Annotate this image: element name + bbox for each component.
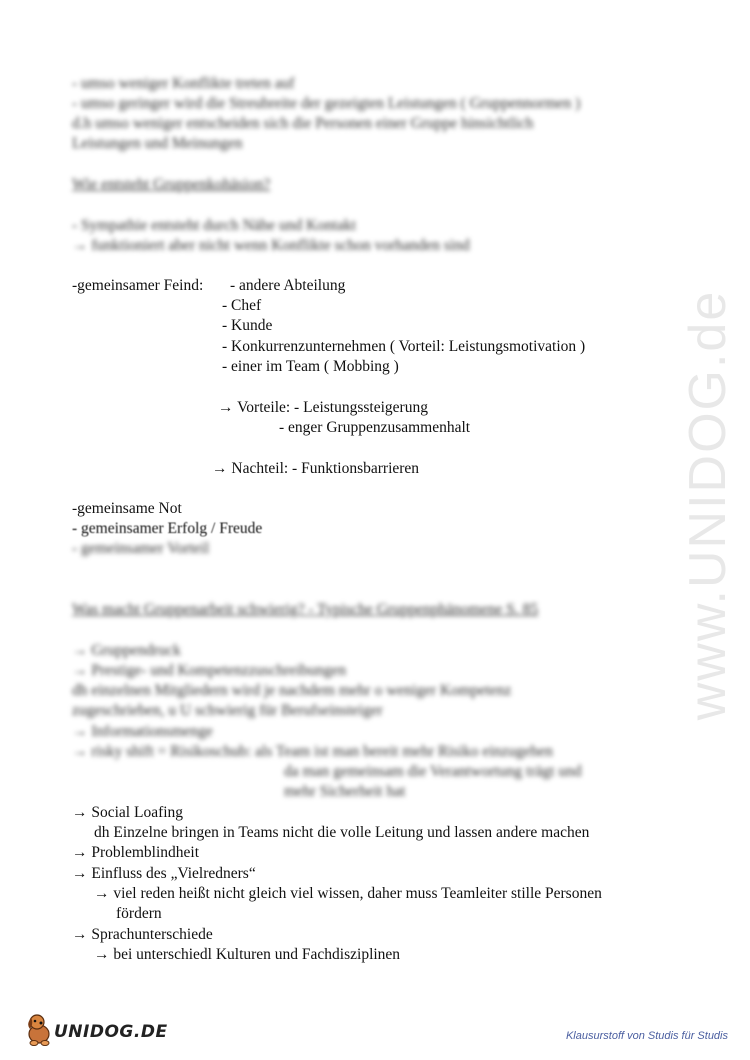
- feind-item: - Kunde: [222, 317, 273, 334]
- feind-item: - Konkurrenzunternehmen ( Vorteil: Leistungsmotivation ): [222, 338, 586, 355]
- blur-line: da man gemeinsam die Verantwortung trägt und: [284, 763, 582, 780]
- blur-line: → funktioniert aber nicht wenn Konflikte schon vorhanden sind: [72, 237, 470, 254]
- watermark: www.UNIDOG.de: [679, 289, 737, 721]
- blur-line: - gemeinsamer Vorteil: [72, 540, 210, 557]
- vorteile-line-2: - enger Gruppenzusammenhalt: [279, 419, 471, 436]
- blur-heading: Wie entsteht Gruppenkohäsion?: [72, 176, 271, 193]
- vorteile-line: → Vorteile: - Leistungssteigerung: [218, 399, 428, 416]
- blur-line: → risky shift = Risikoschub: als Team ist man bereit mehr Risiko einzugehen: [72, 743, 553, 760]
- problemblindheit: → Problemblindheit: [72, 844, 200, 861]
- blur-line: → Prestige- und Kompetenzzuschreibungen: [72, 662, 347, 679]
- vielredner: → Einfluss des „Vielredners“: [72, 865, 256, 882]
- blur-heading: Was macht Gruppenarbeit schwierig? - Typische Gruppenphänomene S. 85: [72, 601, 539, 618]
- nachteil-line: → Nachteil: - Funktionsbarrieren: [212, 460, 420, 477]
- feind-label: -gemeinsamer Feind:: [72, 277, 204, 294]
- blur-line: → Gruppendruck: [72, 642, 181, 659]
- blur-line: - Sympathie entsteht durch Nähe und Kontakt: [72, 217, 357, 234]
- blur-line: - umso weniger Konflikte treten auf: [72, 75, 295, 92]
- blur-line: mehr Sicherheit hat: [284, 783, 406, 800]
- sprachunterschiede-desc: → bei unterschiedl Kulturen und Fachdisziplinen: [94, 946, 401, 963]
- footer-tagline: Klausurstoff von Studis für Studis: [565, 1030, 728, 1042]
- blur-line: zugeschrieben, u U schwierig für Berufseinsteiger: [72, 702, 383, 719]
- erfolg-line: - gemeinsamer Erfolg / Freude: [72, 520, 263, 537]
- unidog-logo: [22, 1010, 168, 1048]
- sprachunterschiede: → Sprachunterschiede: [72, 926, 213, 943]
- vielredner-desc: → viel reden heißt nicht gleich viel wissen, daher muss Teamleiter stille Personen: [94, 885, 602, 902]
- blur-line: Leistungen und Meinungen: [72, 135, 243, 152]
- feind-item: - einer im Team ( Mobbing ): [222, 358, 399, 375]
- feind-item: - Chef: [222, 297, 262, 314]
- vielredner-desc-2: fördern: [116, 905, 162, 922]
- blur-line: d.h umso weniger entscheiden sich die Personen einer Gruppe hinsichtlich: [72, 115, 534, 132]
- not-line: -gemeinsame Not: [72, 500, 182, 517]
- blur-line: - umso geringer wird die Streubreite der gezeigten Leistungen ( Gruppennormen ): [72, 95, 581, 112]
- feind-item: - andere Abteilung: [230, 277, 346, 294]
- social-loafing-desc: dh Einzelne bringen in Teams nicht die volle Leitung und lassen andere machen: [94, 824, 590, 841]
- logo-text: UNIDOG.DE: [54, 1022, 168, 1042]
- social-loafing: → Social Loafing: [72, 804, 184, 821]
- blur-line: → Informationsmenge: [72, 723, 213, 740]
- dog-icon: [22, 1010, 56, 1048]
- blur-line: dh einzelnen Mitgliedern wird je nachdem mehr o weniger Kompetenz: [72, 682, 512, 699]
